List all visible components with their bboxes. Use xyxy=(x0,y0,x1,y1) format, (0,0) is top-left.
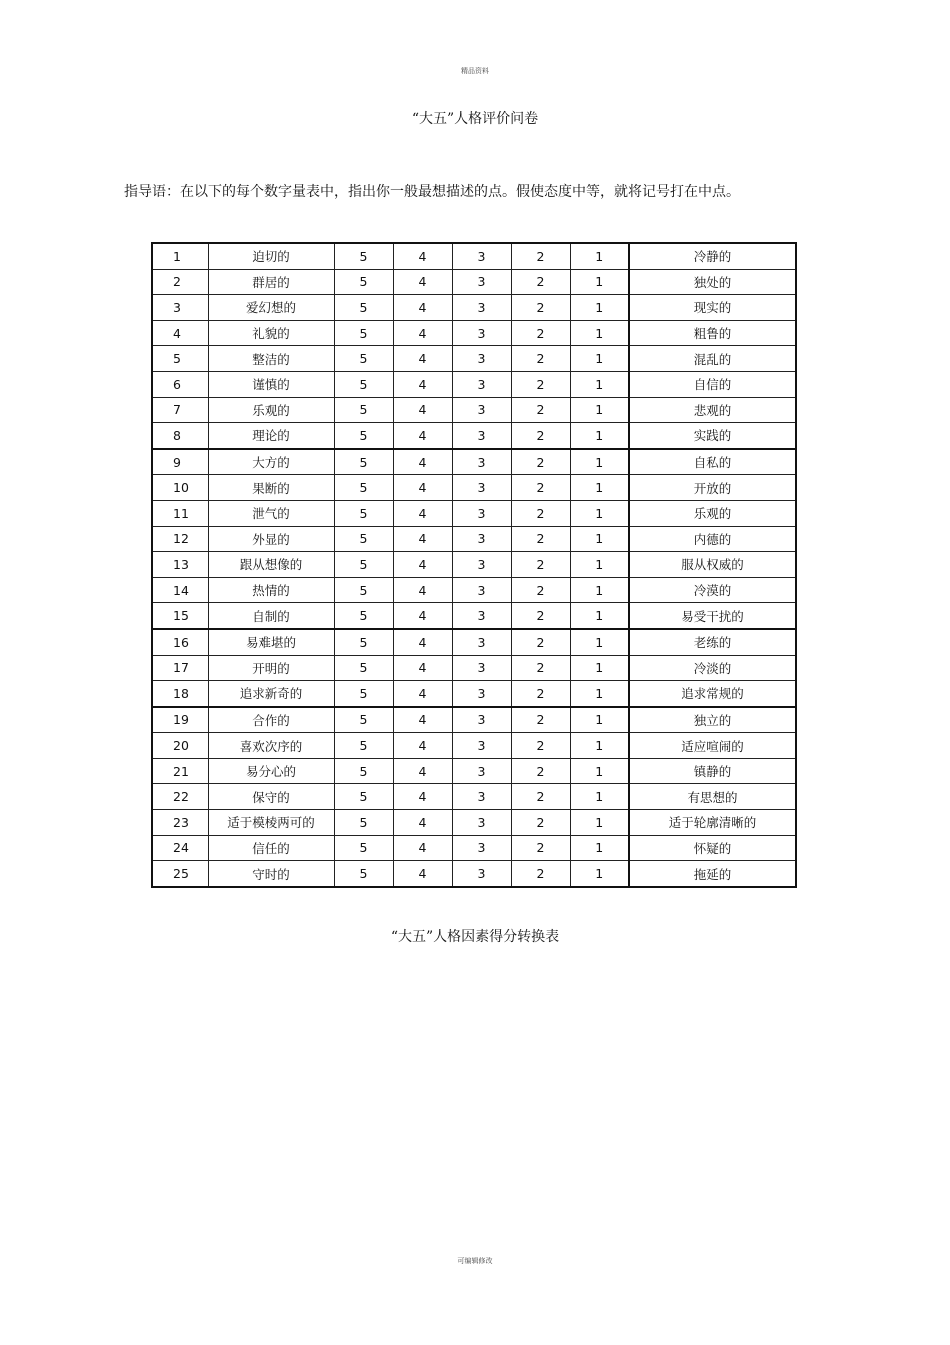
item-number: 15 xyxy=(152,603,208,629)
right-adjective: 粗鲁的 xyxy=(629,320,796,346)
item-number: 16 xyxy=(152,629,208,655)
right-adjective: 实践的 xyxy=(629,423,796,449)
item-number: 19 xyxy=(152,707,208,733)
left-adjective: 迫切的 xyxy=(208,243,334,269)
table-row xyxy=(152,707,796,733)
scale-point-3[interactable]: 3 xyxy=(452,346,511,372)
scale-point-5[interactable]: 5 xyxy=(334,397,393,423)
scale-point-1[interactable]: 1 xyxy=(570,577,629,603)
scale-point-5[interactable]: 5 xyxy=(334,320,393,346)
scale-point-3[interactable]: 3 xyxy=(452,733,511,759)
header-note: 精品资料 xyxy=(461,67,489,75)
scale-point-4[interactable]: 4 xyxy=(393,733,452,759)
item-number: 17 xyxy=(152,655,208,681)
right-adjective: 自私的 xyxy=(629,449,796,475)
left-adjective: 泄气的 xyxy=(208,500,334,526)
right-adjective: 内德的 xyxy=(629,526,796,552)
left-adjective: 自制的 xyxy=(208,603,334,629)
scale-point-5[interactable]: 5 xyxy=(334,371,393,397)
scale-point-5[interactable]: 5 xyxy=(334,629,393,655)
left-adjective: 大方的 xyxy=(208,449,334,475)
scale-point-3[interactable]: 3 xyxy=(452,577,511,603)
scale-point-2[interactable]: 2 xyxy=(511,861,570,887)
right-adjective: 开放的 xyxy=(629,475,796,501)
scale-point-4[interactable]: 4 xyxy=(393,835,452,861)
scale-point-3[interactable]: 3 xyxy=(452,707,511,733)
right-adjective: 独立的 xyxy=(629,707,796,733)
right-adjective: 老练的 xyxy=(629,629,796,655)
item-number: 1 xyxy=(152,243,208,269)
scale-point-4[interactable]: 4 xyxy=(393,758,452,784)
table-row xyxy=(152,681,796,707)
right-adjective: 拖延的 xyxy=(629,861,796,887)
scale-point-2[interactable]: 2 xyxy=(511,681,570,707)
scale-point-4[interactable]: 4 xyxy=(393,681,452,707)
scale-point-3[interactable]: 3 xyxy=(452,758,511,784)
scale-point-1[interactable]: 1 xyxy=(570,733,629,759)
table-row xyxy=(152,346,796,372)
scale-point-1[interactable]: 1 xyxy=(570,320,629,346)
item-number: 11 xyxy=(152,500,208,526)
scale-point-3[interactable]: 3 xyxy=(452,629,511,655)
item-number: 5 xyxy=(152,346,208,372)
scale-point-4[interactable]: 4 xyxy=(393,243,452,269)
table-row xyxy=(152,295,796,321)
left-adjective: 跟从想像的 xyxy=(208,552,334,578)
scale-point-5[interactable]: 5 xyxy=(334,603,393,629)
right-adjective: 有思想的 xyxy=(629,784,796,810)
scale-point-1[interactable]: 1 xyxy=(570,758,629,784)
scale-point-1[interactable]: 1 xyxy=(570,603,629,629)
scale-point-5[interactable]: 5 xyxy=(334,552,393,578)
scale-point-2[interactable]: 2 xyxy=(511,758,570,784)
table-row xyxy=(152,475,796,501)
right-adjective: 悲观的 xyxy=(629,397,796,423)
scale-point-5[interactable]: 5 xyxy=(334,243,393,269)
scale-point-1[interactable]: 1 xyxy=(570,449,629,475)
scale-point-3[interactable]: 3 xyxy=(452,423,511,449)
table-row xyxy=(152,397,796,423)
scale-point-4[interactable]: 4 xyxy=(393,320,452,346)
table-row xyxy=(152,861,796,887)
left-adjective: 礼貌的 xyxy=(208,320,334,346)
table-row xyxy=(152,733,796,759)
right-adjective: 追求常规的 xyxy=(629,681,796,707)
scale-point-1[interactable]: 1 xyxy=(570,397,629,423)
left-adjective: 开明的 xyxy=(208,655,334,681)
right-adjective: 乐观的 xyxy=(629,500,796,526)
item-number: 4 xyxy=(152,320,208,346)
scale-point-2[interactable]: 2 xyxy=(511,526,570,552)
left-adjective: 热情的 xyxy=(208,577,334,603)
scale-point-5[interactable]: 5 xyxy=(334,577,393,603)
right-adjective: 混乱的 xyxy=(629,346,796,372)
scale-point-3[interactable]: 3 xyxy=(452,449,511,475)
scale-point-4[interactable]: 4 xyxy=(393,500,452,526)
left-adjective: 群居的 xyxy=(208,269,334,295)
right-adjective: 服从权威的 xyxy=(629,552,796,578)
scale-point-2[interactable]: 2 xyxy=(511,552,570,578)
scale-point-4[interactable]: 4 xyxy=(393,655,452,681)
table-row xyxy=(152,810,796,836)
item-number: 23 xyxy=(152,810,208,836)
table-row xyxy=(152,269,796,295)
footer-note: 可编辑修改 xyxy=(457,1257,493,1265)
scale-point-2[interactable]: 2 xyxy=(511,707,570,733)
item-number: 8 xyxy=(152,423,208,449)
scale-point-5[interactable]: 5 xyxy=(334,861,393,887)
left-adjective: 外显的 xyxy=(208,526,334,552)
scale-point-3[interactable]: 3 xyxy=(452,552,511,578)
scale-point-2[interactable]: 2 xyxy=(511,295,570,321)
table-row xyxy=(152,758,796,784)
scale-point-1[interactable]: 1 xyxy=(570,681,629,707)
scale-point-1[interactable]: 1 xyxy=(570,810,629,836)
scale-point-3[interactable]: 3 xyxy=(452,603,511,629)
scale-point-3[interactable]: 3 xyxy=(452,500,511,526)
scale-point-1[interactable]: 1 xyxy=(570,346,629,372)
table-row xyxy=(152,500,796,526)
table-row xyxy=(152,655,796,681)
scale-point-3[interactable]: 3 xyxy=(452,475,511,501)
section-subtitle: “大五”人格因素得分转换表 xyxy=(390,929,560,945)
scale-point-2[interactable]: 2 xyxy=(511,577,570,603)
right-adjective: 镇静的 xyxy=(629,758,796,784)
scale-point-4[interactable]: 4 xyxy=(393,577,452,603)
scale-point-2[interactable]: 2 xyxy=(511,835,570,861)
table-row xyxy=(152,603,796,629)
scale-point-5[interactable]: 5 xyxy=(334,423,393,449)
table-row xyxy=(152,577,796,603)
scale-point-1[interactable]: 1 xyxy=(570,475,629,501)
scale-point-2[interactable]: 2 xyxy=(511,243,570,269)
scale-point-5[interactable]: 5 xyxy=(334,449,393,475)
scale-point-5[interactable]: 5 xyxy=(334,269,393,295)
left-adjective: 适于模棱两可的 xyxy=(208,810,334,836)
scale-point-5[interactable]: 5 xyxy=(334,784,393,810)
scale-point-5[interactable]: 5 xyxy=(334,526,393,552)
right-adjective: 适于轮廓清晰的 xyxy=(629,810,796,836)
scale-point-2[interactable]: 2 xyxy=(511,423,570,449)
table-row xyxy=(152,243,796,269)
scale-point-4[interactable]: 4 xyxy=(393,371,452,397)
right-adjective: 自信的 xyxy=(629,371,796,397)
scale-point-3[interactable]: 3 xyxy=(452,397,511,423)
left-adjective: 信任的 xyxy=(208,835,334,861)
scale-point-2[interactable]: 2 xyxy=(511,629,570,655)
scale-point-5[interactable]: 5 xyxy=(334,655,393,681)
scale-point-1[interactable]: 1 xyxy=(570,629,629,655)
scale-point-1[interactable]: 1 xyxy=(570,269,629,295)
scale-point-3[interactable]: 3 xyxy=(452,655,511,681)
scale-point-1[interactable]: 1 xyxy=(570,371,629,397)
scale-point-1[interactable]: 1 xyxy=(570,655,629,681)
item-number: 7 xyxy=(152,397,208,423)
scale-point-2[interactable]: 2 xyxy=(511,655,570,681)
scale-point-4[interactable]: 4 xyxy=(393,269,452,295)
left-adjective: 保守的 xyxy=(208,784,334,810)
scale-point-5[interactable]: 5 xyxy=(334,500,393,526)
left-adjective: 合作的 xyxy=(208,707,334,733)
scale-point-4[interactable]: 4 xyxy=(393,552,452,578)
scale-point-4[interactable]: 4 xyxy=(393,449,452,475)
scale-point-4[interactable]: 4 xyxy=(393,629,452,655)
scale-point-2[interactable]: 2 xyxy=(511,449,570,475)
scale-point-2[interactable]: 2 xyxy=(511,371,570,397)
scale-point-3[interactable]: 3 xyxy=(452,371,511,397)
scale-point-5[interactable]: 5 xyxy=(334,733,393,759)
table-row xyxy=(152,423,796,449)
left-adjective: 果断的 xyxy=(208,475,334,501)
scale-point-5[interactable]: 5 xyxy=(334,295,393,321)
scale-point-4[interactable]: 4 xyxy=(393,423,452,449)
item-number: 12 xyxy=(152,526,208,552)
right-adjective: 独处的 xyxy=(629,269,796,295)
scale-point-1[interactable]: 1 xyxy=(570,526,629,552)
scale-point-2[interactable]: 2 xyxy=(511,603,570,629)
table-row xyxy=(152,526,796,552)
scale-point-1[interactable]: 1 xyxy=(570,784,629,810)
scale-point-4[interactable]: 4 xyxy=(393,861,452,887)
scale-point-1[interactable]: 1 xyxy=(570,423,629,449)
scale-point-1[interactable]: 1 xyxy=(570,861,629,887)
left-adjective: 易难堪的 xyxy=(208,629,334,655)
left-adjective: 整洁的 xyxy=(208,346,334,372)
scale-point-5[interactable]: 5 xyxy=(334,681,393,707)
scale-point-4[interactable]: 4 xyxy=(393,475,452,501)
left-adjective: 爱幻想的 xyxy=(208,295,334,321)
scale-point-5[interactable]: 5 xyxy=(334,475,393,501)
left-adjective: 守时的 xyxy=(208,861,334,887)
scale-point-3[interactable]: 3 xyxy=(452,295,511,321)
scale-point-4[interactable]: 4 xyxy=(393,603,452,629)
table-row xyxy=(152,835,796,861)
item-number: 10 xyxy=(152,475,208,501)
scale-point-3[interactable]: 3 xyxy=(452,243,511,269)
item-number: 24 xyxy=(152,835,208,861)
right-adjective: 易受干扰的 xyxy=(629,603,796,629)
scale-point-2[interactable]: 2 xyxy=(511,320,570,346)
item-number: 25 xyxy=(152,861,208,887)
scale-point-2[interactable]: 2 xyxy=(511,500,570,526)
left-adjective: 喜欢次序的 xyxy=(208,733,334,759)
item-number: 22 xyxy=(152,784,208,810)
scale-point-4[interactable]: 4 xyxy=(393,707,452,733)
scale-point-1[interactable]: 1 xyxy=(570,552,629,578)
scale-point-3[interactable]: 3 xyxy=(452,681,511,707)
scale-point-2[interactable]: 2 xyxy=(511,397,570,423)
table-row xyxy=(152,629,796,655)
item-number: 6 xyxy=(152,371,208,397)
scale-point-2[interactable]: 2 xyxy=(511,733,570,759)
scale-point-3[interactable]: 3 xyxy=(452,784,511,810)
scale-point-1[interactable]: 1 xyxy=(570,835,629,861)
scale-point-3[interactable]: 3 xyxy=(452,269,511,295)
scale-point-3[interactable]: 3 xyxy=(452,861,511,887)
page-title: “大五”人格评价问卷 xyxy=(411,111,539,127)
item-number: 13 xyxy=(152,552,208,578)
instructions: 指导语：在以下的每个数字量表中，指出你一般最想描述的点。假使态度中等，就将记号打在中点。 xyxy=(124,184,740,200)
scale-point-5[interactable]: 5 xyxy=(334,835,393,861)
scale-point-5[interactable]: 5 xyxy=(334,758,393,784)
scale-point-2[interactable]: 2 xyxy=(511,810,570,836)
scale-point-4[interactable]: 4 xyxy=(393,784,452,810)
scale-point-1[interactable]: 1 xyxy=(570,500,629,526)
item-number: 9 xyxy=(152,449,208,475)
scale-point-2[interactable]: 2 xyxy=(511,269,570,295)
scale-point-1[interactable]: 1 xyxy=(570,295,629,321)
rating-scale-table xyxy=(151,242,797,888)
scale-point-4[interactable]: 4 xyxy=(393,295,452,321)
scale-point-4[interactable]: 4 xyxy=(393,526,452,552)
left-adjective: 谨慎的 xyxy=(208,371,334,397)
right-adjective: 适应喧闹的 xyxy=(629,733,796,759)
table-row xyxy=(152,784,796,810)
scale-point-1[interactable]: 1 xyxy=(570,707,629,733)
scale-point-3[interactable]: 3 xyxy=(452,810,511,836)
left-adjective: 理论的 xyxy=(208,423,334,449)
right-adjective: 现实的 xyxy=(629,295,796,321)
item-number: 20 xyxy=(152,733,208,759)
right-adjective: 怀疑的 xyxy=(629,835,796,861)
item-number: 3 xyxy=(152,295,208,321)
scale-point-3[interactable]: 3 xyxy=(452,320,511,346)
item-number: 18 xyxy=(152,681,208,707)
scale-point-2[interactable]: 2 xyxy=(511,784,570,810)
table-row xyxy=(152,320,796,346)
item-number: 21 xyxy=(152,758,208,784)
scale-point-3[interactable]: 3 xyxy=(452,526,511,552)
scale-point-4[interactable]: 4 xyxy=(393,346,452,372)
right-adjective: 冷淡的 xyxy=(629,655,796,681)
left-adjective: 易分心的 xyxy=(208,758,334,784)
item-number: 14 xyxy=(152,577,208,603)
table-row xyxy=(152,371,796,397)
scale-point-3[interactable]: 3 xyxy=(452,835,511,861)
left-adjective: 乐观的 xyxy=(208,397,334,423)
table-row xyxy=(152,449,796,475)
item-number: 2 xyxy=(152,269,208,295)
scale-point-2[interactable]: 2 xyxy=(511,475,570,501)
scale-point-4[interactable]: 4 xyxy=(393,397,452,423)
right-adjective: 冷漠的 xyxy=(629,577,796,603)
table-row xyxy=(152,552,796,578)
scale-point-5[interactable]: 5 xyxy=(334,707,393,733)
scale-point-1[interactable]: 1 xyxy=(570,243,629,269)
right-adjective: 冷静的 xyxy=(629,243,796,269)
scale-point-5[interactable]: 5 xyxy=(334,346,393,372)
scale-point-4[interactable]: 4 xyxy=(393,810,452,836)
scale-point-5[interactable]: 5 xyxy=(334,810,393,836)
scale-point-2[interactable]: 2 xyxy=(511,346,570,372)
left-adjective: 追求新奇的 xyxy=(208,681,334,707)
